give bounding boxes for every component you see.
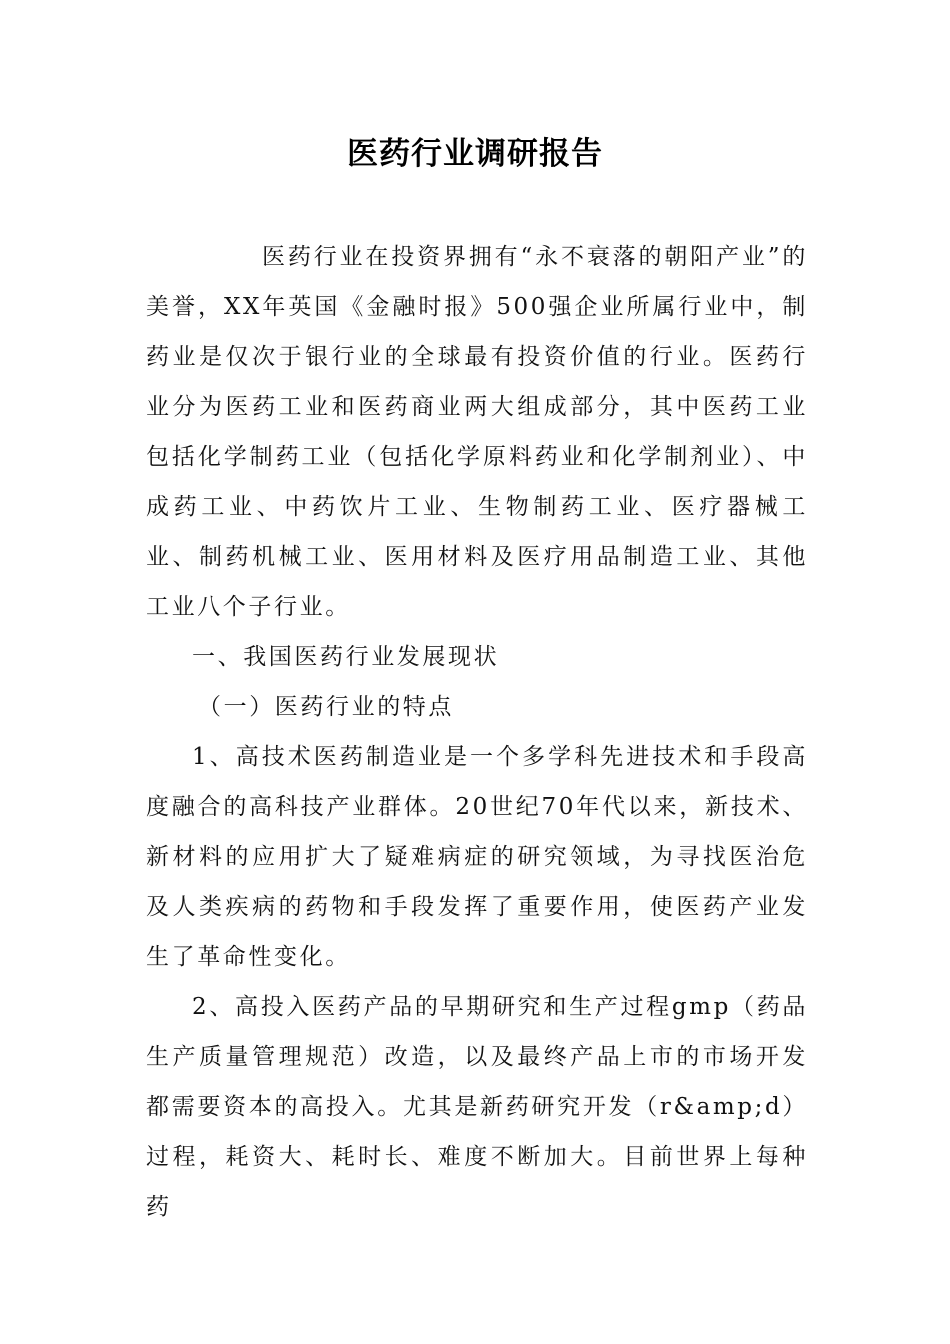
paragraph-intro: 医药行业在投资界拥有“永不衰落的朝阳产业”的美誉，XX年英国《金融时报》500强企业所属行业中，制药业是仅次于银行业的全球最有投资价值的行业。医药行业分为医药工业和医药商业两大组成部分，其中医药工业包括化学制药工业（包括化学原料药业和化学制剂业）、中成药工业、中药饮片工业、生物制药工业、医疗器械工业、制药机械工业、医用材料及医疗用品制造工业、其他工业八个子行业。 [146, 244, 808, 620]
document-title: 医药行业调研报告 [347, 136, 603, 172]
paragraph-high-tech: 1、高技术医药制造业是一个多学科先进技术和手段高度融合的高科技产业群体。20世纪70年代以来，新技术、新材料的应用扩大了疑难病症的研究领域，为寻找医治危及人类疾病的药物和手段发挥了重要作用，使医药产业发生了革命性变化。 [146, 744, 808, 970]
document-body [146, 232, 808, 1232]
paragraph-high-investment: 2、高投入医药产品的早期研究和生产过程gmp（药品生产质量管理规范）改造，以及最终产品上市的市场开发都需要资本的高投入。尤其是新药研究开发（r&amp;d）过程，耗资大、耗时长、难度不断加大。目前世界上每种药 [146, 994, 808, 1220]
section-heading: 一、我国医药行业发展现状 [192, 644, 500, 670]
subsection-heading: （一）医药行业的特点 [198, 694, 454, 720]
